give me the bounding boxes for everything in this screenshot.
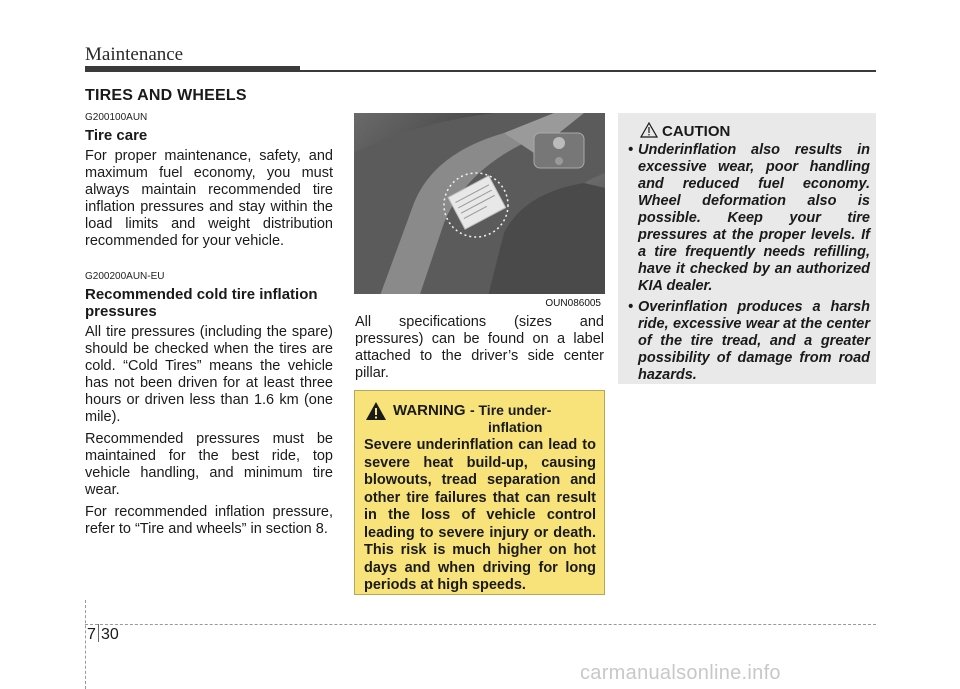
tire-care-heading: Tire care	[85, 127, 148, 144]
warning-heading	[393, 402, 551, 420]
header-rule-thin	[300, 70, 876, 72]
photo-description: All specifications (sizes and pressures) can be found on a label attached to the driver’s side center pillar.	[355, 314, 604, 381]
footer-rule	[85, 624, 876, 625]
door-pillar-illustration	[354, 113, 605, 312]
warning-subtitle: - Tire under-	[469, 402, 552, 418]
cold-tire-paragraph-2: Recommended pressures must be maintained for the best ride, top vehicle handling, and minimum tire wear.	[85, 431, 333, 498]
warning-box	[354, 390, 605, 595]
header-rule-thick	[85, 66, 300, 72]
page-number: 30	[101, 626, 119, 643]
warning-body: Severe underinflation can lead to severe heat build-up, causing blowouts, tread separation and other tire failures that can result in the loss of vehicle control leading to severe injury or death. This risk is much higher on hot days and when driving for long periods at high speeds.	[364, 437, 596, 593]
cold-tire-heading: Recommended cold tire inflation pressures	[85, 286, 318, 320]
tire-care-code: G200100AUN	[85, 112, 148, 123]
tire-label-photo	[354, 113, 605, 312]
caution-title: CAUTION	[662, 123, 731, 140]
footer-margin-line	[85, 600, 86, 689]
page-header-title: Maintenance	[85, 44, 184, 65]
caution-list	[628, 142, 870, 384]
bullet: •	[628, 142, 634, 158]
caution-item-2	[628, 299, 870, 384]
bullet: •	[628, 299, 634, 315]
warning-title: WARNING	[393, 402, 466, 419]
caution-item-1	[628, 142, 870, 295]
caution-item-2-text: Overinflation produces a harsh ride, excessive wear at the center of the tire tread, and a greater possibility of damage from road hazards.	[638, 299, 870, 383]
photo-caption: OUN086005	[545, 298, 601, 309]
caution-item-1-text: Underinflation also results in excessive wear, poor handling and reduced fuel economy. Wheel deformation also is possible. Keep your tire pressures at the proper levels. If a tire frequently needs refilling, have it checked by an authorized KIA dealer.	[638, 142, 870, 294]
tire-care-body: For proper maintenance, safety, and maximum fuel economy, you must always maintain recommended tire inflation pressures and stay within the load limits and weight distribution recommended for your vehicle.	[85, 148, 333, 249]
page-chapter-number: 7	[87, 626, 96, 643]
watermark-text: carmanualsonline.info	[580, 662, 781, 684]
section-title: TIRES AND WHEELS	[85, 87, 247, 104]
cold-tire-paragraph-3: For recommended inflation pressure, refer to “Tire and wheels” in section 8.	[85, 504, 333, 537]
cold-tire-code: G200200AUN-EU	[85, 271, 165, 282]
page-number-separator	[98, 624, 99, 642]
warning-icon	[365, 401, 387, 426]
caution-icon	[640, 122, 658, 143]
cold-tire-paragraph-1: All tire pressures (including the spare) should be checked when the tires are cold. “Cold Tires” means the vehicle has not been driven for at least three hours or driven less than 1.6 km (one mile).	[85, 324, 333, 425]
warning-subtitle-2: inflation	[488, 419, 543, 435]
left-column	[85, 112, 333, 538]
